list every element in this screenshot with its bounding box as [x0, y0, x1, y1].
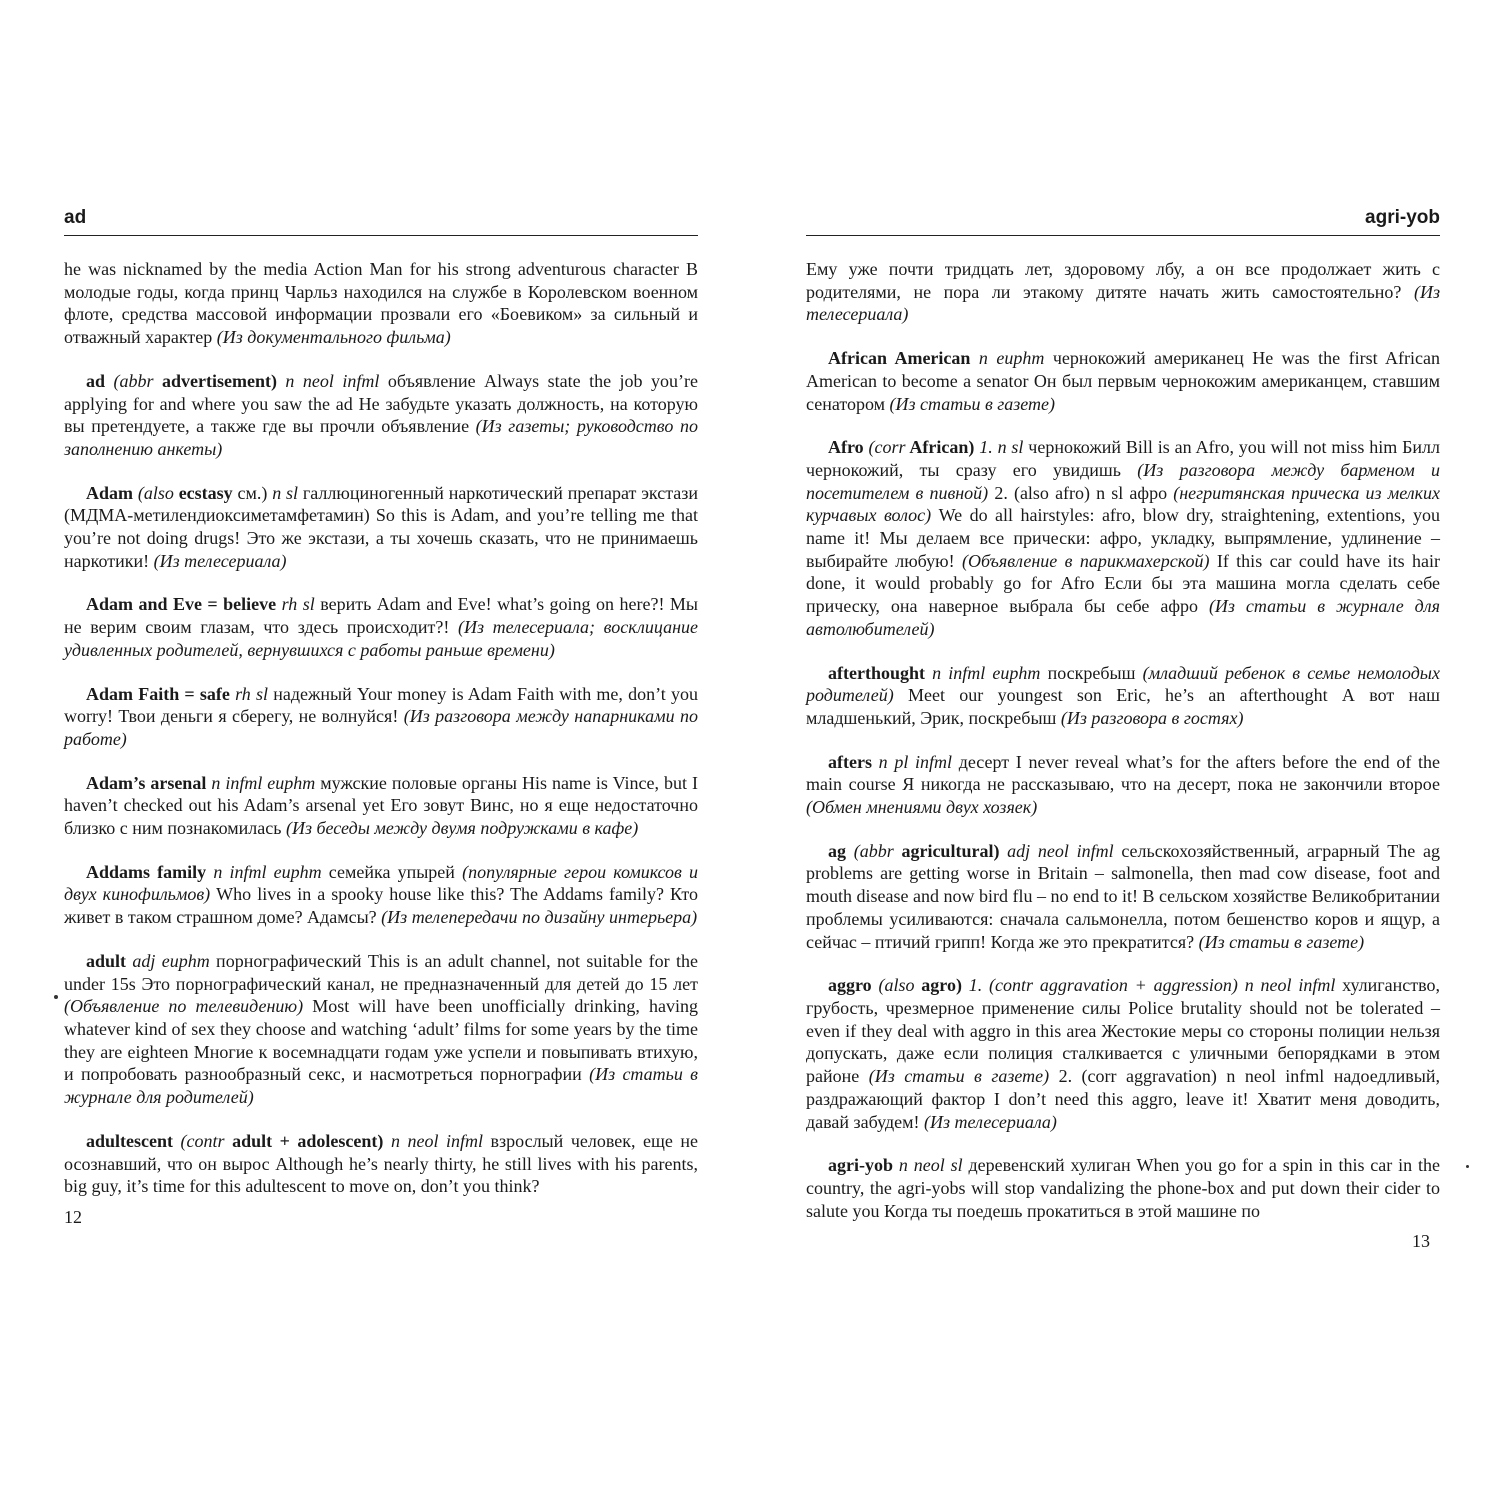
headword: agri-yob	[828, 1155, 893, 1176]
running-head: agri-yob	[806, 205, 1440, 236]
right-page	[806, 205, 1440, 1252]
headword: Adam Faith = safe	[86, 683, 230, 704]
left-page	[64, 205, 698, 1228]
dictionary-entry: Adam’s arsenal n infml euphm мужские половые органы His name is Vince, but I haven’t checked out his Adam’s arsenal yet Его зовут Винс, но я еще недостаточно близко с ним познакомилась (Из беседы между двумя подружками в кафе)	[64, 772, 698, 839]
headword: adultescent	[86, 1130, 173, 1151]
dictionary-entry: Adam (also ecstasy см.) n sl галлюциногенный наркотический препарат экстази (МДМА-метилендиоксиметамфетамин) So this is Adam, and you’re telling me that you’re not doing drugs! Это же экстази, а ты хочешь сказать, что не принимаешь наркотики! (Из телесериала)	[64, 482, 699, 571]
headword: Adam’s arsenal	[86, 772, 207, 793]
entry-continuation: he was nicknamed by the media Action Man for his strong adventurous character В молодые годы, когда принц Чарльз находился на службе в Королевском военном флоте, средства массовой информации прозвали его «Боевиком» за сильный и отважный характер (Из документального фильма)	[64, 259, 698, 348]
headword: afterthought	[828, 662, 925, 683]
headword: Adam and Eve = believe	[86, 594, 277, 615]
dictionary-entry: ag (abbr agricultural) adj neol infml сельскохозяйственный, аграрный The ag problems are getting worse in Britain – salmonella, then mad cow disease, foot and mouth disease and now bird flu – no end to it! В сельском хозяйстве Великобритании проблемы усиливаются: сначала сальмонелла, потом бешенство коров и ящур, а сейчас – птичий грипп! Когда же это прекратится? (Из статьи в газете)	[806, 840, 1440, 952]
print-speck	[1466, 1165, 1469, 1168]
dictionary-entry: Adam and Eve = believe rh sl верить Adam and Eve! what’s going on here?! Мы не верим своим глазам, что здесь происходит?! (Из телесериала; восклицание удивленных родителей, вернувшихся с работы раньше времени)	[64, 594, 699, 660]
dictionary-entry: afters n pl infml десерт I never reveal what’s for the afters before the end of the main course Я никогда не рассказываю, что на десерт, пока не закончили второе (Обмен мнениями двух хозяек)	[806, 751, 1440, 818]
dictionary-entry: adult adj euphm порнографический This is an adult channel, not suitable for the under 15s Это порнографический канал, не предназначенный для детей до 15 лет (Объявление по телевидению) Most will have been unofficially drinking, having whatever kind of sex they choose and watching ‘adult’ films for some years by the time they are eighteen Многие к восемнадцати годам уже успели и повыпивать втихую, и попробовать разнообразный секс, и насмотреться порнографии (Из статьи в журнале для родителей)	[64, 950, 699, 1108]
dictionary-entry: Adam Faith = safe rh sl надежный Your money is Adam Faith with me, don’t you worry! Твои деньги я сберегу, не волнуйся! (Из разговора между напарниками по работе)	[64, 683, 699, 749]
headword: ag	[828, 840, 846, 861]
headword: Adam	[86, 482, 134, 503]
headword: Addams family	[86, 861, 207, 882]
dictionary-entry: Afro (corr African) 1. n sl чернокожий Bill is an Afro, you will not miss him Билл чернокожий, ты сразу его увидишь (Из разговора между барменом и посетителем в пивной) 2. (also afro) n sl афро (негритянская прическа из мелких курчавых волос) We do all hairstyles: afro, blow dry, straightening, extentions, you name it! Мы делаем все прически: афро, укладку, выпрямление, удлинение – выбирайте любую! (Объявление в парикмахерской) If this car could have its hair done, it would probably go for Afro Если бы эта машина могла сделать себе прическу, она наверное выбрала бы себе афро (Из статьи в журнале для автолюбителей)	[806, 437, 1441, 639]
page-body	[64, 258, 698, 1198]
entry-continuation: Ему уже почти тридцать лет, здоровому лбу, а он все продолжает жить с родителями, не пора ли этакому дитяте начать жить самостоятельно? (Из телесериала)	[806, 259, 1440, 325]
headword: African American	[828, 348, 971, 369]
dictionary-entry: adultescent (contr adult + adolescent) n neol infml взрослый человек, еще не осознавший, что он вырос Although he’s nearly thirty, he still lives with his parents, big guy, it’s time for this adultescent to move on, don’t you think?	[64, 1130, 698, 1197]
dictionary-entry: agri-yob n neol sl деревенский хулиган When you go for a spin in this car in the country, the agri-yobs will stop vandalizing the phone-box and put down their cider to salute you Когда ты поедешь прокатиться в этой машине по	[806, 1155, 1440, 1221]
headword: afters	[828, 751, 872, 772]
dictionary-entry: afterthought n infml euphm поскребыш (младший ребенок в семье немолодых родителей) Meet our youngest son Eric, he’s an afterthought А вот наш младшенький, Эрик, поскребыш (Из разговора в гостях)	[806, 662, 1440, 728]
dictionary-entry: ad (abbr advertisement) n neol infml объявление Always state the job you’re applying for and where you saw the ad Не забудьте указать должность, на которую вы претендуете, а также где вы прочли объявление (Из газеты; руководство по заполнению анкеты)	[64, 370, 699, 459]
page-body	[806, 258, 1440, 1222]
headword: adult	[86, 950, 127, 971]
page-number: 12	[64, 1206, 82, 1227]
print-speck	[54, 995, 58, 999]
running-head: ad	[64, 205, 698, 236]
page-number: 13	[1412, 1231, 1430, 1252]
headword: Afro	[828, 437, 864, 458]
dictionary-entry: African American n euphm чернокожий американец He was the first African American to become a senator Он был первым чернокожим американцем, ставшим сенатором (Из статьи в газете)	[806, 348, 1441, 414]
dictionary-entry: aggro (also agro) 1. (contr aggravation + aggression) n neol infml хулиганство, грубость, чрезмерное применение силы Police brutality should not be tolerated – even if they deal with aggro in this area Жестокие меры со стороны полиции нельзя допускать, даже если полиция сталкивается с уличными бепорядками в этом районе (Из статьи в газете) 2. (corr aggravation) n neol infml надоедливый, раздражающий фактор I don’t need this aggro, leave it! Хватит меня доводить, давай забудем! (Из телесериала)	[806, 975, 1441, 1132]
headword: ad	[86, 370, 106, 391]
dictionary-entry: Addams family n infml euphm семейка упырей (популярные герои комиксов и двух кинофильмов) Who lives in a spooky house like this? The Addams family? Кто живет в таком страшном доме? Адамсы? (Из телепередачи по дизайну интерьера)	[64, 861, 699, 928]
headword: aggro	[828, 975, 872, 996]
